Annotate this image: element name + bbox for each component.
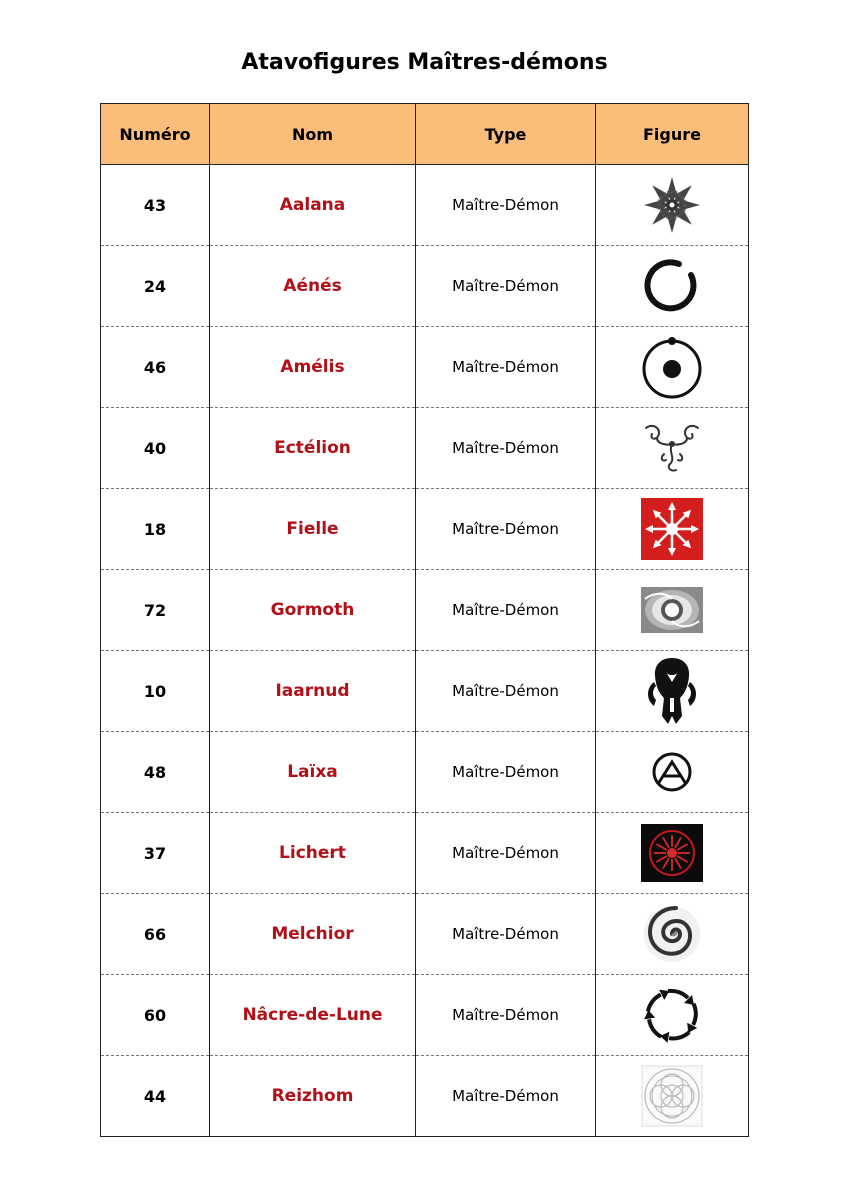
row-nom: Nâcre-de-Lune [210,975,416,1056]
row-nom: Lichert [210,813,416,894]
red-sun-icon [641,824,703,882]
arrow-ring-icon [641,982,703,1048]
table-row [101,975,749,1056]
circle-dot-icon [640,335,704,399]
row-numero: 10 [101,651,210,732]
row-figure [596,651,749,732]
row-type: Maître-Démon [416,327,596,408]
row-numero: 40 [101,408,210,489]
row-figure [596,732,749,813]
row-type: Maître-Démon [416,975,596,1056]
row-nom: Fielle [210,489,416,570]
row-type: Maître-Démon [416,246,596,327]
row-nom: Reizhom [210,1056,416,1137]
row-nom: Amélis [210,327,416,408]
table-row [101,732,749,813]
row-type: Maître-Démon [416,1056,596,1137]
row-figure [596,1056,749,1137]
row-numero: 44 [101,1056,210,1137]
row-type: Maître-Démon [416,732,596,813]
header-nom: Nom [210,104,416,165]
row-figure [596,975,749,1056]
table-row [101,165,749,246]
row-type: Maître-Démon [416,408,596,489]
row-numero: 18 [101,489,210,570]
row-numero: 24 [101,246,210,327]
ink-circle-icon [641,255,703,317]
atavofigures-table [100,103,749,1137]
row-type: Maître-Démon [416,489,596,570]
table-row [101,327,749,408]
circle-arrow-icon [650,750,694,794]
row-figure [596,246,749,327]
row-figure [596,570,749,651]
mandala-star-icon [641,174,703,236]
header-type: Type [416,104,596,165]
row-numero: 46 [101,327,210,408]
row-type: Maître-Démon [416,570,596,651]
row-nom: Aalana [210,165,416,246]
header-row [101,104,749,165]
table-row [101,894,749,975]
row-type: Maître-Démon [416,165,596,246]
row-figure [596,894,749,975]
row-figure [596,489,749,570]
table-row [101,651,749,732]
table-row [101,408,749,489]
row-numero: 60 [101,975,210,1056]
skull-emblem-icon [644,654,700,728]
row-numero: 43 [101,165,210,246]
row-nom: Laïxa [210,732,416,813]
row-type: Maître-Démon [416,651,596,732]
row-nom: Gormoth [210,570,416,651]
header-numero: Numéro [101,104,210,165]
table-row [101,489,749,570]
row-figure [596,327,749,408]
table-row [101,246,749,327]
row-nom: Ectélion [210,408,416,489]
spiral-icon [641,903,703,965]
row-figure [596,165,749,246]
row-figure [596,408,749,489]
row-nom: Aénés [210,246,416,327]
row-numero: 72 [101,570,210,651]
ornate-swirl-icon [640,420,704,476]
row-type: Maître-Démon [416,894,596,975]
row-numero: 66 [101,894,210,975]
page-title: Atavofigures Maîtres-démons [241,50,608,75]
row-numero: 37 [101,813,210,894]
table-row [101,570,749,651]
vortex-icon [641,587,703,633]
row-figure [596,813,749,894]
table-row [101,813,749,894]
chaos-star-icon [641,498,703,560]
row-nom: Iaarnud [210,651,416,732]
header-figure: Figure [596,104,749,165]
row-type: Maître-Démon [416,813,596,894]
table-row [101,1056,749,1137]
row-numero: 48 [101,732,210,813]
flower-of-life-icon [641,1065,703,1127]
row-nom: Melchior [210,894,416,975]
